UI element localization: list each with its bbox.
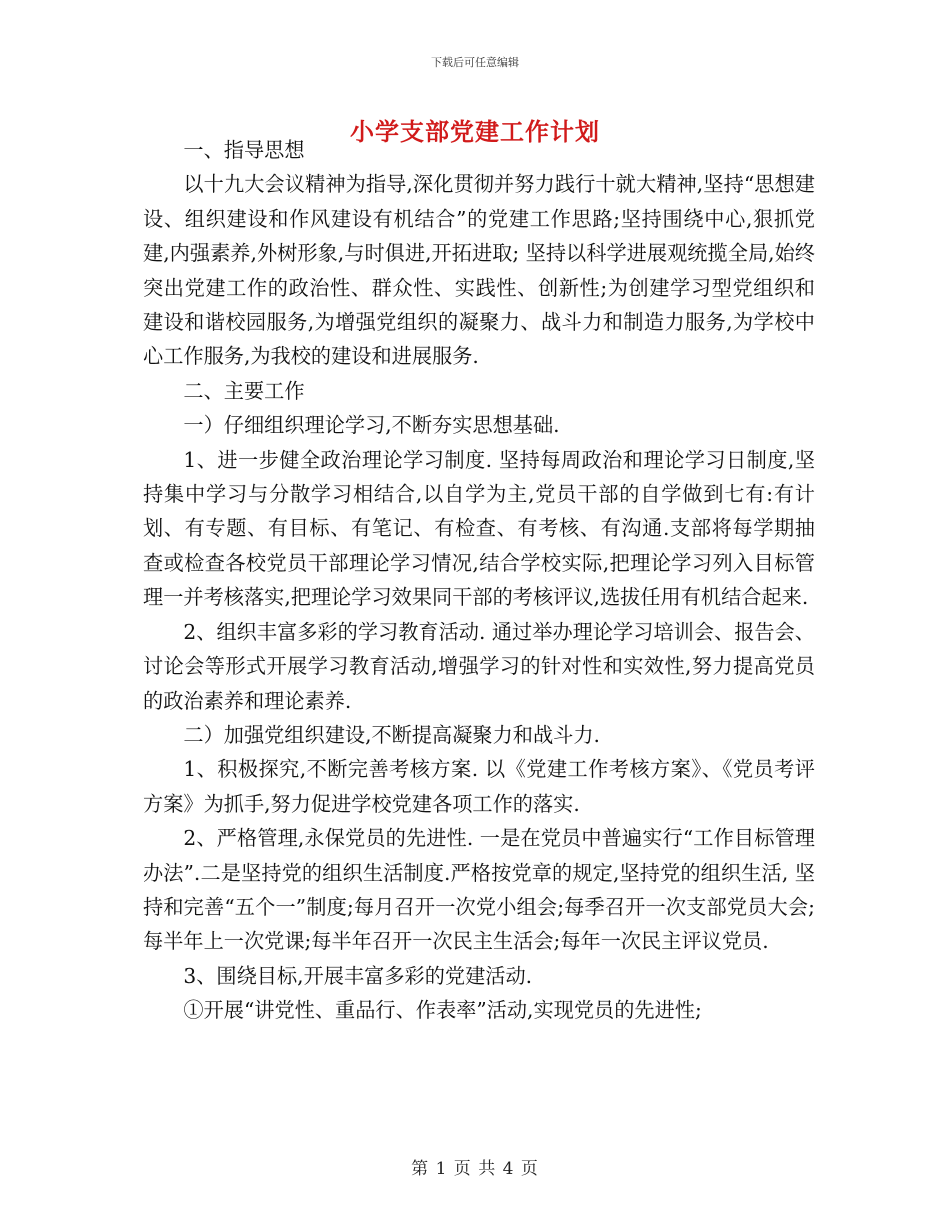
page-number: 第 1 页 共 4 页: [411, 1159, 539, 1179]
paragraph: 2、组织丰富多彩的学习教育活动. 通过举办理论学习培训会、报告会、讨论会等形式开展学习教育活动,增强学习的针对性和实效性,努力提高党员的政治素养和理论素养.: [143, 619, 815, 713]
paragraph: 以十九大会议精神为指导,深化贯彻并努力践行十就大精神,坚持“思想建设、组织建设和作风建设有机结合”的党建工作思路;坚持围绕中心,狠抓党建,内强素养,外树形象,与时俱进,开拓进取; 坚持以科学进展观统揽全局,始终突出党建工作的政治性、群众性、实践性、创新性;为创建学习型党组织和建设和谐校园服务,为增强党组织的凝聚力、战斗力和制造力服务,为学校中心工作服务,为我校的建设和进展服务.: [143, 172, 815, 369]
header-note: 下载后可任意编辑: [431, 56, 519, 69]
section-heading-main-work: 二、主要工作: [183, 378, 305, 403]
subsection-heading: 二）加强党组织建设,不断提高凝聚力和战斗力.: [183, 722, 600, 747]
document-body: [143, 133, 815, 1028]
section-heading-guiding-ideology: 一、指导思想: [183, 138, 305, 162]
subsection-heading: 一）仔细组织理论学习,不断夯实思想基础.: [183, 413, 560, 438]
paragraph: 2、严格管理,永保党员的先进性. 一是在党员中普遍实行“工作目标管理办法”.二是坚持党的组织生活制度.严格按党章的规定,坚持党的组织生活, 坚持和完善“五个一”制度;每月召开一次党小组会;每季召开一次支部党员大会;每半年上一次党课;每半年召开一次民主生活会;每年一次民主评议党员.: [143, 826, 815, 954]
paragraph: 3、围绕目标,开展丰富多彩的党建活动.: [183, 963, 533, 988]
paragraph: 1、积极探究,不断完善考核方案. 以《党建工作考核方案》、《党员考评方案》为抓手,努力促进学校党建各项工作的落实.: [143, 757, 815, 816]
paragraph: 1、进一步健全政治理论学习制度. 坚持每周政治和理论学习日制度,坚持集中学习与分散学习相结合,以自学为主,党员干部的自学做到七有:有计划、有专题、有目标、有笔记、有检查、有考核、有沟通.支部将每学期抽查或检查各校党员干部理论学习情况,结合学校实际,把理论学习列入目标管理一并考核落实,把理论学习效果同干部的考核评议,选拔任用有机结合起来.: [143, 447, 815, 610]
document-title: 小学支部党建工作计划: [350, 118, 600, 146]
paragraph: ①开展“讲党性、重品行、作表率”活动,实现党员的先进性;: [183, 998, 702, 1023]
